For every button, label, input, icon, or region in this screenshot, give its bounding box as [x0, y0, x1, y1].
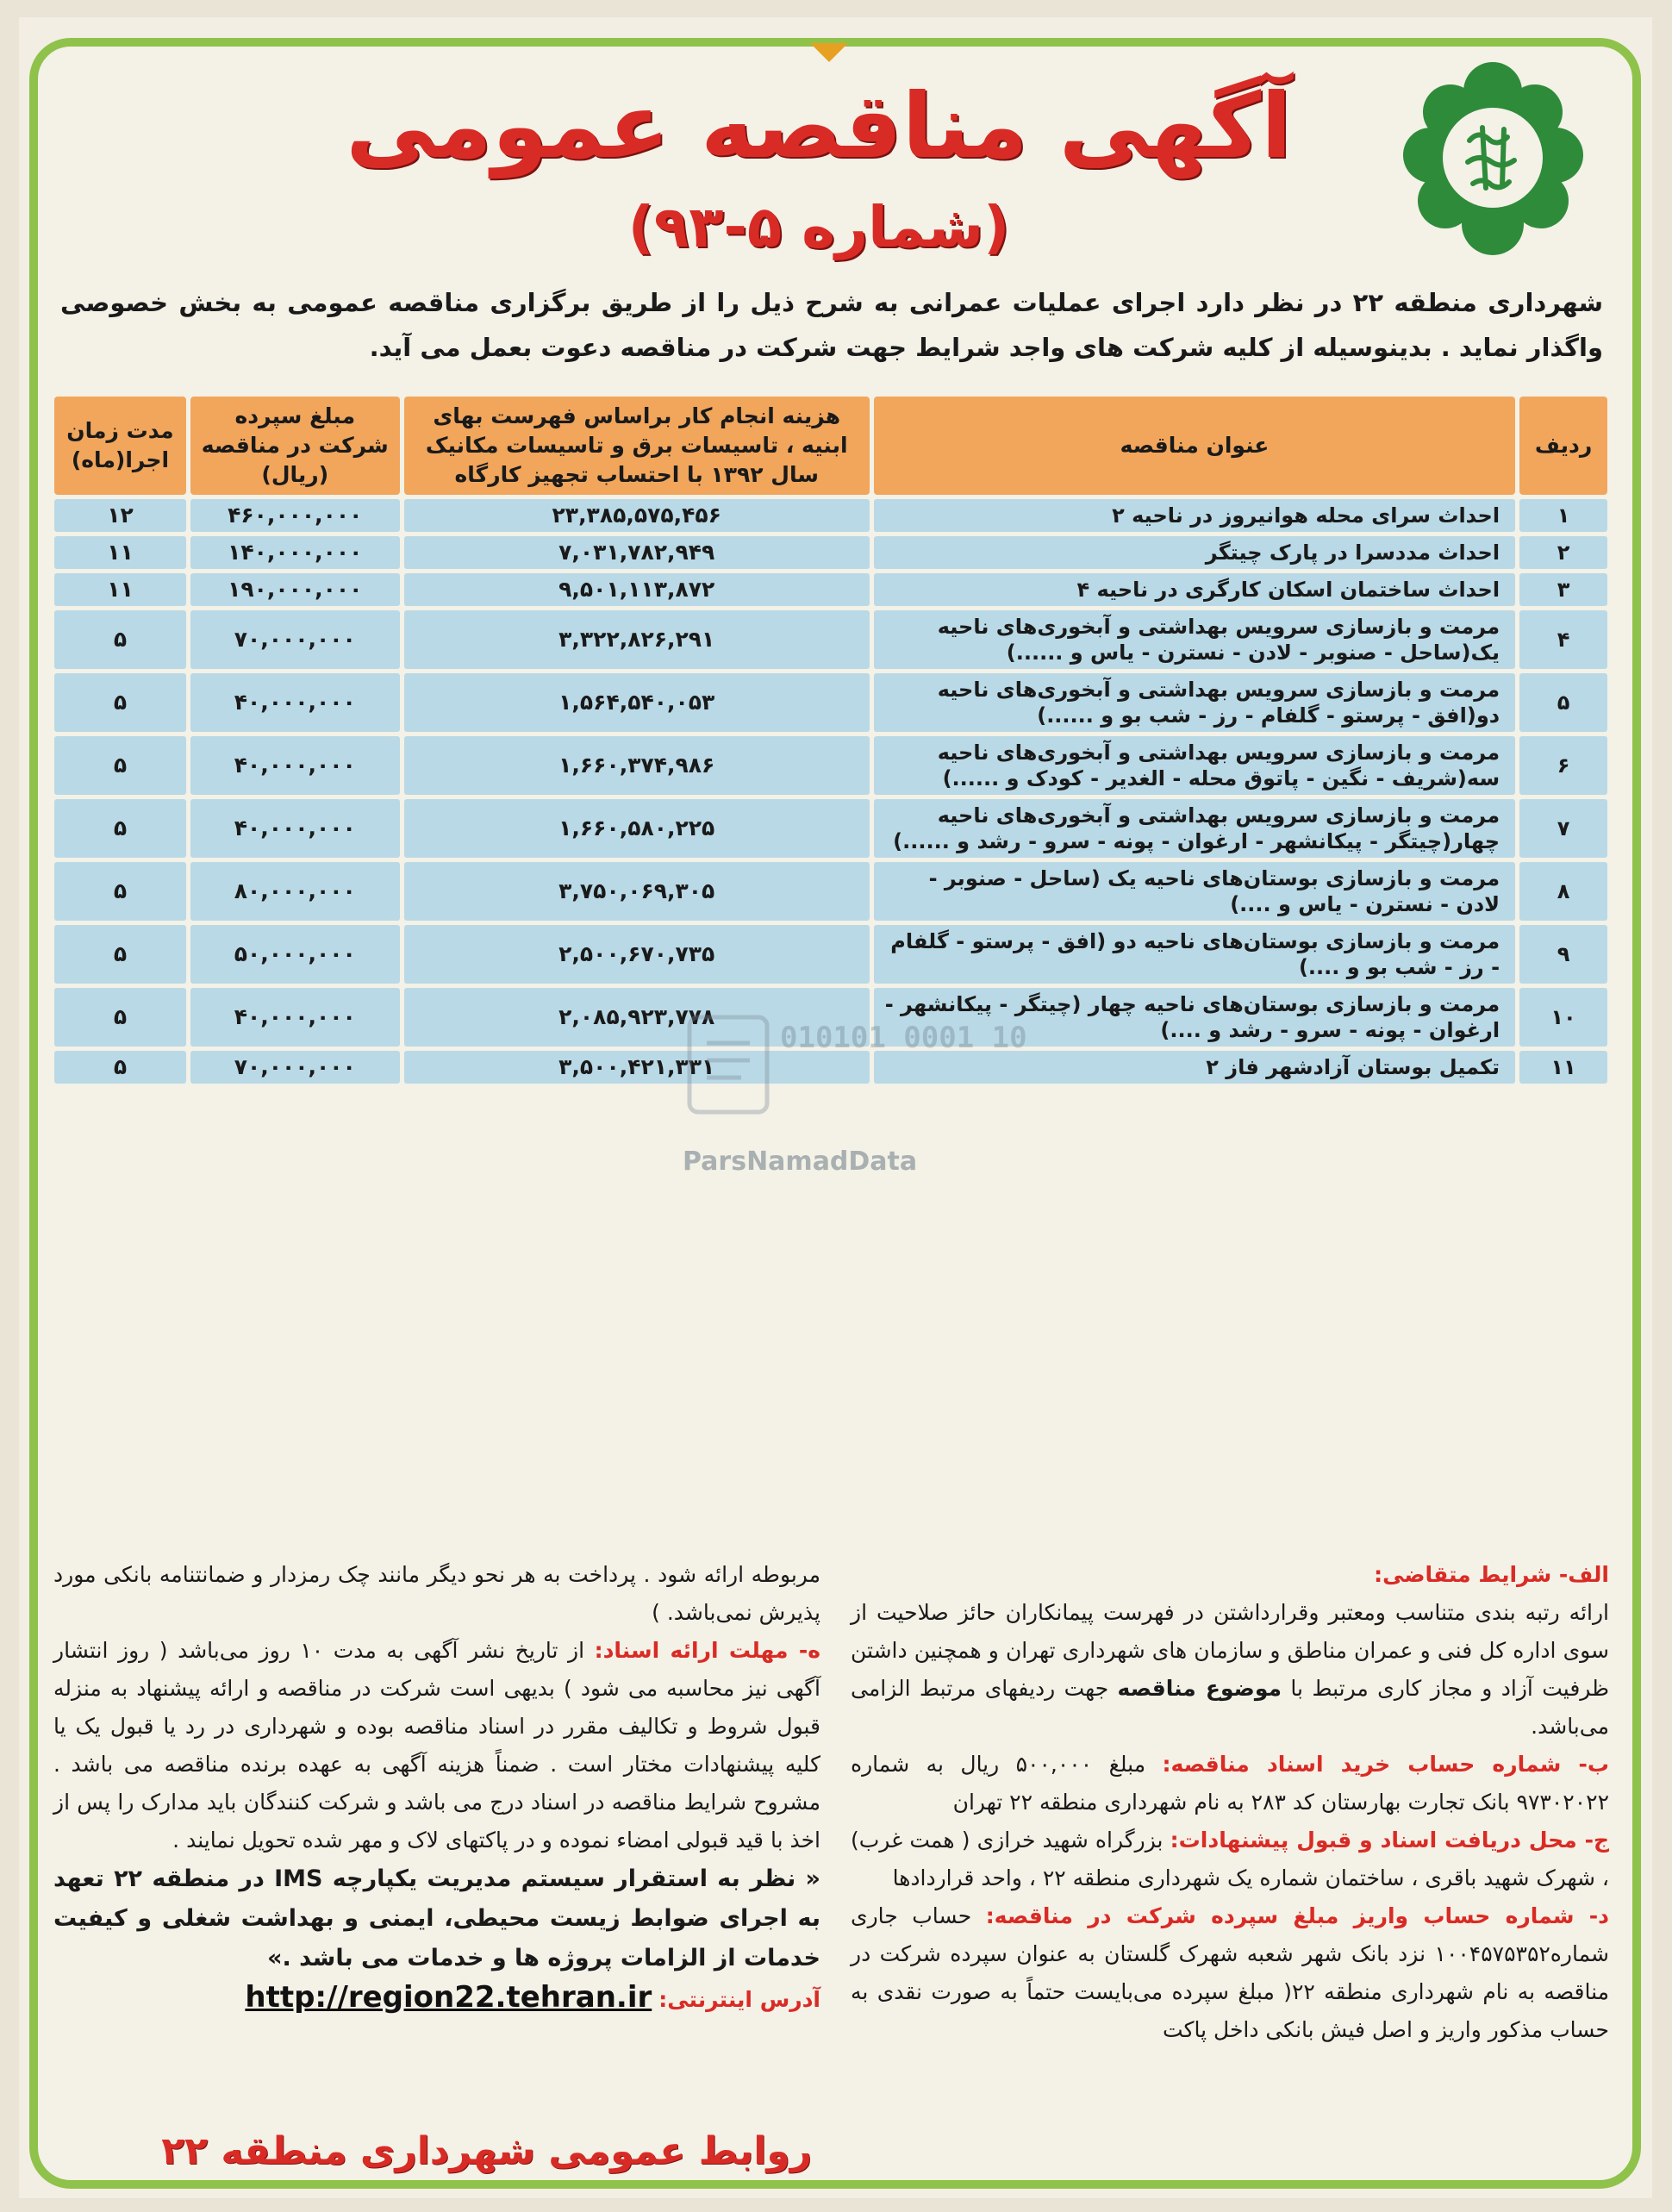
row-number-cell: ۵	[1519, 673, 1607, 732]
row-cost-cell: ۱,۵۶۴,۵۴۰,۰۵۳	[404, 673, 870, 732]
frame-notch	[810, 43, 848, 62]
web-address-link[interactable]: http://region22.tehran.ir	[245, 1980, 652, 2015]
watermark-logo-icon	[672, 991, 1051, 1224]
intro-paragraph	[60, 280, 1603, 370]
table-row	[54, 862, 1607, 921]
header-title: عنوان مناقصه	[874, 397, 1515, 495]
conditions-right-column	[851, 1556, 1609, 2125]
row-number-cell: ۶	[1519, 736, 1607, 795]
ad-title: آگهی مناقصه عمومی	[346, 73, 1292, 178]
condition-a-tail: جهت ردیفهای مرتبط الزامی می‌باشد.	[851, 1676, 1609, 1739]
table-row	[54, 799, 1607, 858]
condition-d	[851, 1897, 1609, 2049]
table-row	[54, 536, 1607, 569]
row-deposit-cell: ۱۹۰,۰۰۰,۰۰۰	[190, 573, 400, 606]
row-title-cell: احداث سرای محله هوانیروز در ناحیه ۲	[874, 499, 1515, 532]
row-cost-cell: ۷,۰۳۱,۷۸۲,۹۴۹	[404, 536, 870, 569]
row-duration-cell: ۵	[54, 673, 186, 732]
row-cost-cell: ۳,۷۵۰,۰۶۹,۳۰۵	[404, 862, 870, 921]
condition-c-heading: ج- محل دریافت اسناد و قبول پیشنهادات:	[1170, 1828, 1609, 1853]
conditions-section	[53, 1556, 1609, 2125]
row-title-cell: مرمت و بازسازی سرویس بهداشتی و آبخوری‌های ناحیه چهار(چیتگر - پیکانشهر - ارغوان - پونه - سرو - رشد و ......)	[874, 799, 1515, 858]
row-cost-cell: ۱,۶۶۰,۳۷۴,۹۸۶	[404, 736, 870, 795]
condition-a-text: ارائه رتبه بندی متناسب ومعتبر وقرارداشتن در فهرست پیمانکاران حائز صلاحیت از سوی اداره کل فنی و عمران مناطق و سازمان های شهرداری تهران و همچنین داشتن ظرفیت آزاد و مجاز کاری مرتبط با	[851, 1600, 1609, 1701]
web-address-label: آدرس اینترنتی:	[658, 1987, 820, 2012]
row-title-cell: تکمیل بوستان آزادشهر فاز ۲	[874, 1051, 1515, 1084]
condition-e	[53, 1632, 820, 1859]
tenders-table	[50, 392, 1612, 1088]
row-cost-cell: ۳,۳۲۲,۸۲۶,۲۹۱	[404, 610, 870, 669]
header-cost: هزینه انجام کار براساس فهرست بهای ابنیه ، تاسیسات برق و تاسیسات مکانیک سال ۱۳۹۲ با احتساب تجهیز کارگاه	[404, 397, 870, 495]
row-title-cell: مرمت و بازسازی بوستان‌های ناحیه دو (افق - پرستو - گلفام - رز - شب بو و ....)	[874, 925, 1515, 984]
tehran-municipality-logo-icon	[1401, 59, 1586, 261]
row-number-cell: ۸	[1519, 862, 1607, 921]
condition-e-text: از تاریخ نشر آگهی به مدت ۱۰ روز می‌باشد ( روز انتشار آگهی نیز محاسبه می شود ) بدیهی است شرکت در مناقصه و ارائه پیشنهاد به منزله قبول شروط و تکالیف مقرر در اسناد مناقصه بوده و شهرداری در رد یا قبول یک یا کلیه پیشنهادات مختار است . ضمناً هزینه آگهی به عهده برنده مناقصه می باشد . مشروح شرایط مناقصه در اسناد درج می باشد و شرکت کنندگان باید مدارک را پس از اخذ با قید قبولی امضاء نموده و در پاکتهای لاک و مهر شده تحویل نمایند .	[53, 1638, 820, 1853]
row-cost-cell: ۳,۵۰۰,۴۲۱,۳۳۱	[404, 1051, 870, 1084]
header-row-no: ردیف	[1519, 397, 1607, 495]
row-number-cell: ۱	[1519, 499, 1607, 532]
row-duration-cell: ۱۲	[54, 499, 186, 532]
condition-e-heading: ه- مهلت ارائه اسناد:	[594, 1638, 820, 1663]
row-deposit-cell: ۴۰,۰۰۰,۰۰۰	[190, 799, 400, 858]
footer-signature: روابط عمومی شهرداری منطقه ۲۲	[161, 2129, 812, 2173]
row-cost-cell: ۹,۵۰۱,۱۱۳,۸۷۲	[404, 573, 870, 606]
table-row	[54, 573, 1607, 606]
row-duration-cell: ۵	[54, 988, 186, 1047]
row-deposit-cell: ۵۰,۰۰۰,۰۰۰	[190, 925, 400, 984]
row-duration-cell: ۵	[54, 799, 186, 858]
ad-number: (شماره ۵-۹۳)	[627, 194, 1010, 260]
condition-d-heading: د- شماره حساب واریز مبلغ سپرده شرکت در مناقصه:	[985, 1903, 1609, 1928]
row-number-cell: ۷	[1519, 799, 1607, 858]
table-row	[54, 673, 1607, 732]
conditions-left-column	[53, 1556, 820, 2125]
condition-d-text: حساب جاری شماره۱۰۰۴۵۷۵۳۵۲ نزد بانک شهر شعبه شهرک گلستان به عنوان سپرده شرکت در مناقصه به نام شهرداری منطقه ۲۲( مبلغ سپرده می‌بایست حتماً به صورت نقدی به حساب مذکور واریز و اصل فیش بانکی داخل پاکت	[851, 1903, 1610, 2042]
row-title-cell: مرمت و بازسازی بوستان‌های ناحیه چهار (چیتگر - پیکانشهر - ارغوان - پونه - سرو - رشد و ....)	[874, 988, 1515, 1047]
row-title-cell: احداث مددسرا در پارک چیتگر	[874, 536, 1515, 569]
row-deposit-cell: ۸۰,۰۰۰,۰۰۰	[190, 862, 400, 921]
row-duration-cell: ۵	[54, 925, 186, 984]
web-address-line	[53, 1978, 820, 2019]
row-title-cell: مرمت و بازسازی سرویس بهداشتی و آبخوری‌های ناحیه دو(افق - پرستو - گلفام - رز - شب بو و ......)	[874, 673, 1515, 732]
intro-text: در نظر دارد اجرای عملیات عمرانی به شرح ذیل را از طریق برگزاری مناقصه عمومی به بخش خصوصی واگذار نماید . بدینوسیله از کلیه شرکت های واجد شرایط جهت شرکت در مناقصه دعوت بعمل می آید.	[60, 288, 1603, 362]
row-duration-cell: ۵	[54, 610, 186, 669]
row-title-cell: مرمت و بازسازی سرویس بهداشتی و آبخوری‌های ناحیه یک(ساحل - صنوبر - لادن - نسترن - یاس و ......)	[874, 610, 1515, 669]
watermark-digits: 010101 0001 10	[780, 1021, 1027, 1055]
table-row	[54, 610, 1607, 669]
row-duration-cell: ۵	[54, 736, 186, 795]
condition-a-strong: موضوع مناقصه	[1117, 1676, 1282, 1701]
row-cost-cell: ۱,۶۶۰,۵۸۰,۲۲۵	[404, 799, 870, 858]
ims-statement: « نظر به استقرار سیستم مدیریت یکپارچه IMS در منطقه ۲۲ تعهد به اجرای ضوابط زیست محیطی، ایمنی و بهداشت شغلی و کیفیت خدمات از الزامات پروژه ها و خدمات می باشد .»	[53, 1865, 820, 1971]
row-deposit-cell: ۴۰,۰۰۰,۰۰۰	[190, 988, 400, 1047]
row-cost-cell: ۲,۰۸۵,۹۲۳,۷۷۸	[404, 988, 870, 1047]
row-cost-cell: ۲,۵۰۰,۶۷۰,۷۳۵	[404, 925, 870, 984]
row-deposit-cell: ۴۶۰,۰۰۰,۰۰۰	[190, 499, 400, 532]
condition-b-heading: ب- شماره حساب خرید اسناد مناقصه:	[1162, 1752, 1609, 1777]
table-header-row	[54, 397, 1607, 495]
row-number-cell: ۱۰	[1519, 988, 1607, 1047]
row-duration-cell: ۱۱	[54, 573, 186, 606]
header-deposit: مبلغ سپرده شرکت در مناقصه (ریال)	[190, 397, 400, 495]
row-deposit-cell: ۴۰,۰۰۰,۰۰۰	[190, 673, 400, 732]
row-duration-cell: ۱۱	[54, 536, 186, 569]
row-deposit-cell: ۷۰,۰۰۰,۰۰۰	[190, 1051, 400, 1084]
row-title-cell: مرمت و بازسازی بوستان‌های ناحیه یک (ساحل - صنوبر - لادن - نسترن - یاس و ....)	[874, 862, 1515, 921]
row-cost-cell: ۲۳,۳۸۵,۵۷۵,۴۵۶	[404, 499, 870, 532]
row-deposit-cell: ۷۰,۰۰۰,۰۰۰	[190, 610, 400, 669]
table-row	[54, 499, 1607, 532]
row-duration-cell: ۵	[54, 862, 186, 921]
condition-a	[851, 1556, 1609, 1746]
row-number-cell: ۳	[1519, 573, 1607, 606]
watermark-brand: ParsNamadData	[683, 1147, 918, 1177]
condition-c	[851, 1821, 1609, 1897]
intro-lead: شهرداری منطقه ۲۲	[1352, 288, 1603, 317]
header-duration: مدت زمان اجرا(ماه)	[54, 397, 186, 495]
row-number-cell: ۹	[1519, 925, 1607, 984]
row-title-cell: احداث ساختمان اسکان کارگری در ناحیه ۴	[874, 573, 1515, 606]
condition-a-heading: الف- شرایط متقاضی:	[1374, 1562, 1609, 1587]
row-duration-cell: ۵	[54, 1051, 186, 1084]
table-row	[54, 925, 1607, 984]
table-row	[54, 736, 1607, 795]
row-deposit-cell: ۱۴۰,۰۰۰,۰۰۰	[190, 536, 400, 569]
row-number-cell: ۱۱	[1519, 1051, 1607, 1084]
condition-c-text: بزرگراه شهید خرازی ( همت غرب) ، شهرک شهید باقری ، ساختمان شماره یک شهرداری منطقه ۲۲ ، واحد قراردادها	[851, 1828, 1609, 1890]
condition-d-continued: مربوطه ارائه شود . پرداخت به هر نحو دیگر مانند چک رمزدار و ضمانتنامه بانکی مورد پذیرش نمی‌باشد. )	[53, 1562, 820, 1625]
row-number-cell: ۴	[1519, 610, 1607, 669]
row-number-cell: ۲	[1519, 536, 1607, 569]
condition-b-text: مبلغ ۵۰۰,۰۰۰ ریال به شماره ۹۷۳۰۲۰۲۲ بانک تجارت بهارستان کد ۲۸۳ به نام شهرداری منطقه ۲۲ تهران	[851, 1752, 1609, 1815]
row-deposit-cell: ۴۰,۰۰۰,۰۰۰	[190, 736, 400, 795]
condition-b	[851, 1746, 1609, 1821]
row-title-cell: مرمت و بازسازی سرویس بهداشتی و آبخوری‌های ناحیه سه(شریف - نگین - پاتوق محله - الغدیر - کودک و ......)	[874, 736, 1515, 795]
